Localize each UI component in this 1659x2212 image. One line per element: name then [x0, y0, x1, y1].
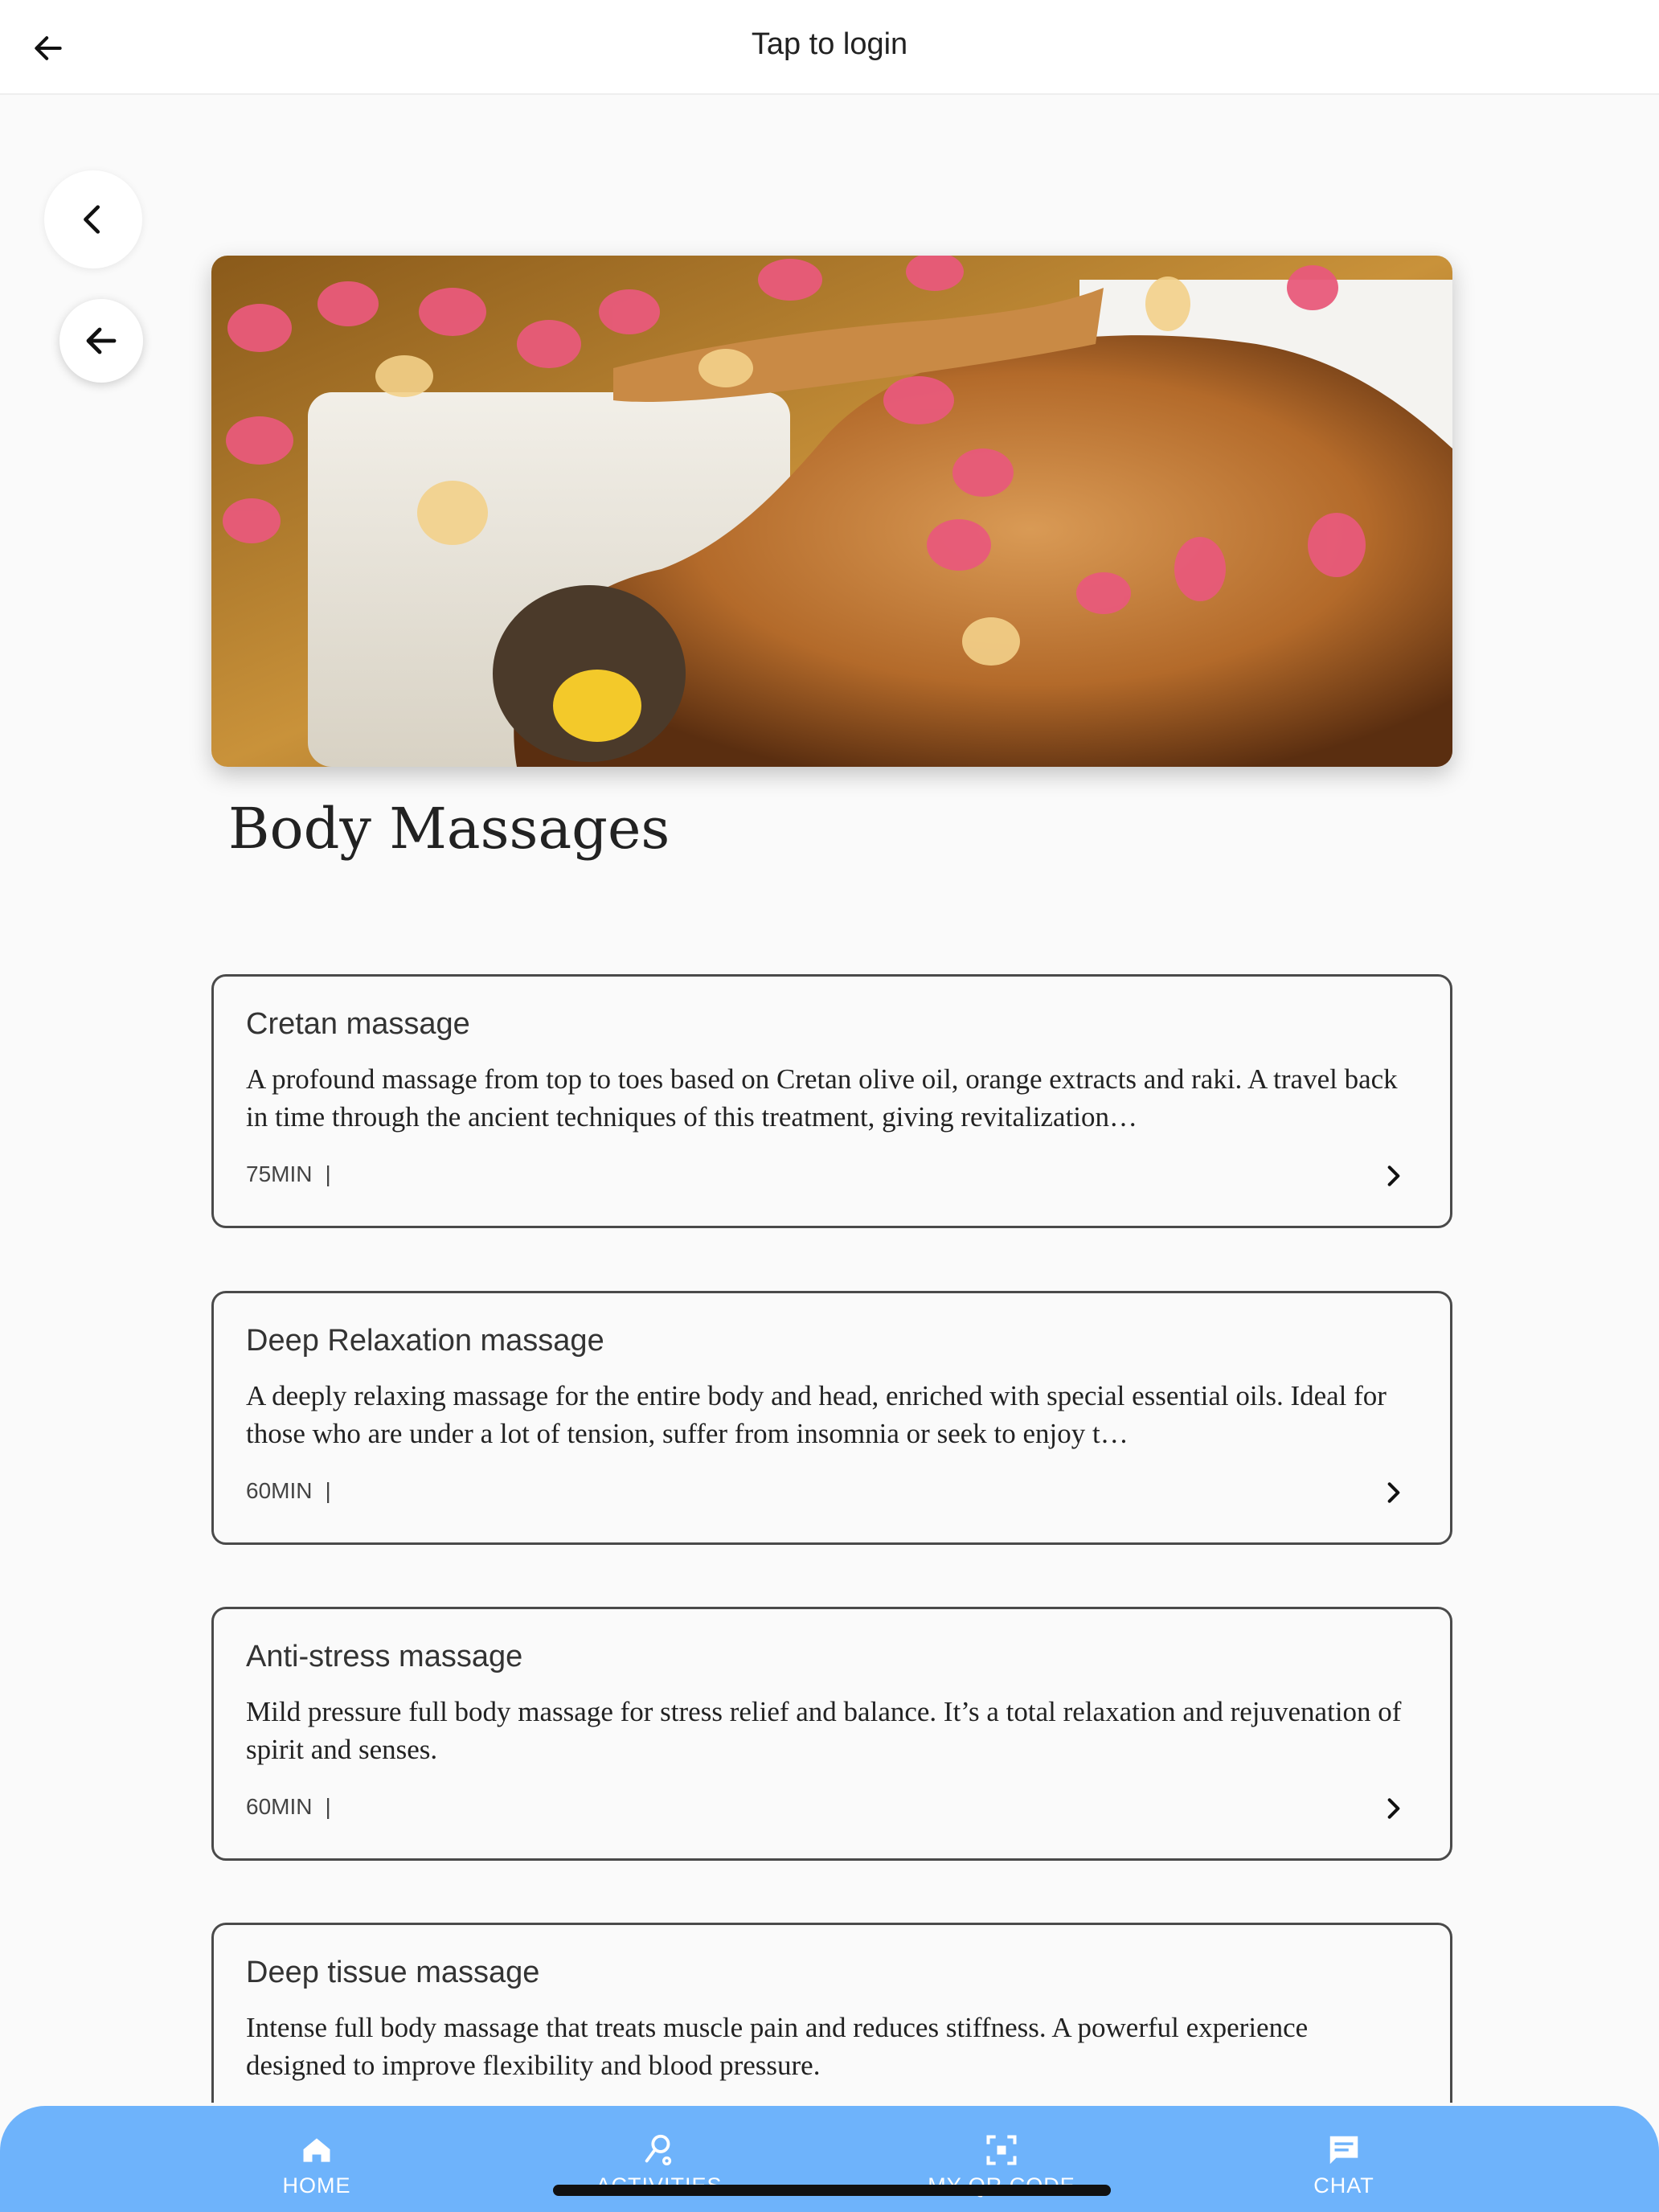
home-icon	[299, 2132, 334, 2168]
treatment-card[interactable]	[211, 1291, 1452, 1545]
treatment-name: Deep Relaxation massage	[246, 1324, 604, 1358]
qr-code-icon	[984, 2132, 1019, 2168]
chevron-right-icon	[1381, 1163, 1407, 1189]
treatment-card[interactable]	[211, 1923, 1452, 2103]
back-arrow-button[interactable]	[59, 299, 143, 383]
open-treatment-button[interactable]	[1378, 1477, 1410, 1509]
hero-image	[211, 256, 1452, 767]
home-indicator	[553, 2185, 1111, 2196]
treatment-meta	[246, 1161, 331, 1187]
top-app-bar	[0, 0, 1659, 95]
treatment-description: Mild pressure full body massage for stress relief and balance. It’s a total relaxation and rejuvenation of spirit and senses.	[246, 1696, 1402, 1765]
treatment-duration: 75MIN	[246, 1161, 313, 1186]
nav-label: HOME	[282, 2173, 351, 2198]
treatment-name: Cretan massage	[246, 1007, 470, 1041]
chevron-left-icon	[75, 201, 112, 238]
treatment-description: A profound massage from top to toes based on Cretan olive oil, orange extracts and raki. A travel back in time through the ancient techniques of this treatment, giving revitalization…	[246, 1063, 1398, 1133]
treatment-meta	[246, 1478, 331, 1504]
treatment-duration: 60MIN	[246, 1478, 313, 1503]
arrow-left-icon	[82, 322, 121, 360]
treatment-description: Intense full body massage that treats muscle pain and reduces stiffness. A powerful experience designed to improve flexibility and blood pressure.	[246, 2012, 1309, 2081]
treatment-name: Anti-stress massage	[246, 1640, 523, 1673]
treatment-card[interactable]	[211, 1607, 1452, 1861]
nav-label: CHAT	[1313, 2173, 1374, 2198]
login-prompt[interactable]: Tap to login	[751, 27, 908, 61]
treatment-name: Deep tissue massage	[246, 1956, 540, 1989]
treatment-duration: 60MIN	[246, 1794, 313, 1819]
back-chevron-button[interactable]	[44, 170, 142, 268]
meta-separator: |	[325, 1161, 331, 1186]
nav-chat[interactable]	[1223, 2130, 1464, 2198]
open-treatment-button[interactable]	[1378, 1792, 1410, 1825]
chat-icon	[1325, 2132, 1362, 2169]
treatment-description: A deeply relaxing massage for the entire body and head, enriched with special essential oils. Ideal for those who are under a lot of tension, suffer from insomnia or seek to enjoy t…	[246, 1380, 1387, 1449]
page-title: Body Massages	[228, 796, 670, 862]
chevron-right-icon	[1381, 1480, 1407, 1505]
open-treatment-button[interactable]	[1378, 1160, 1410, 1192]
bottom-navigation	[0, 2106, 1659, 2212]
meta-separator: |	[325, 1794, 331, 1819]
treatment-card[interactable]	[211, 974, 1452, 1228]
activities-icon	[641, 2132, 678, 2169]
meta-separator: |	[325, 1478, 331, 1503]
treatment-meta	[246, 1794, 331, 1820]
chevron-right-icon	[1381, 1796, 1407, 1821]
nav-home[interactable]	[196, 2130, 437, 2198]
